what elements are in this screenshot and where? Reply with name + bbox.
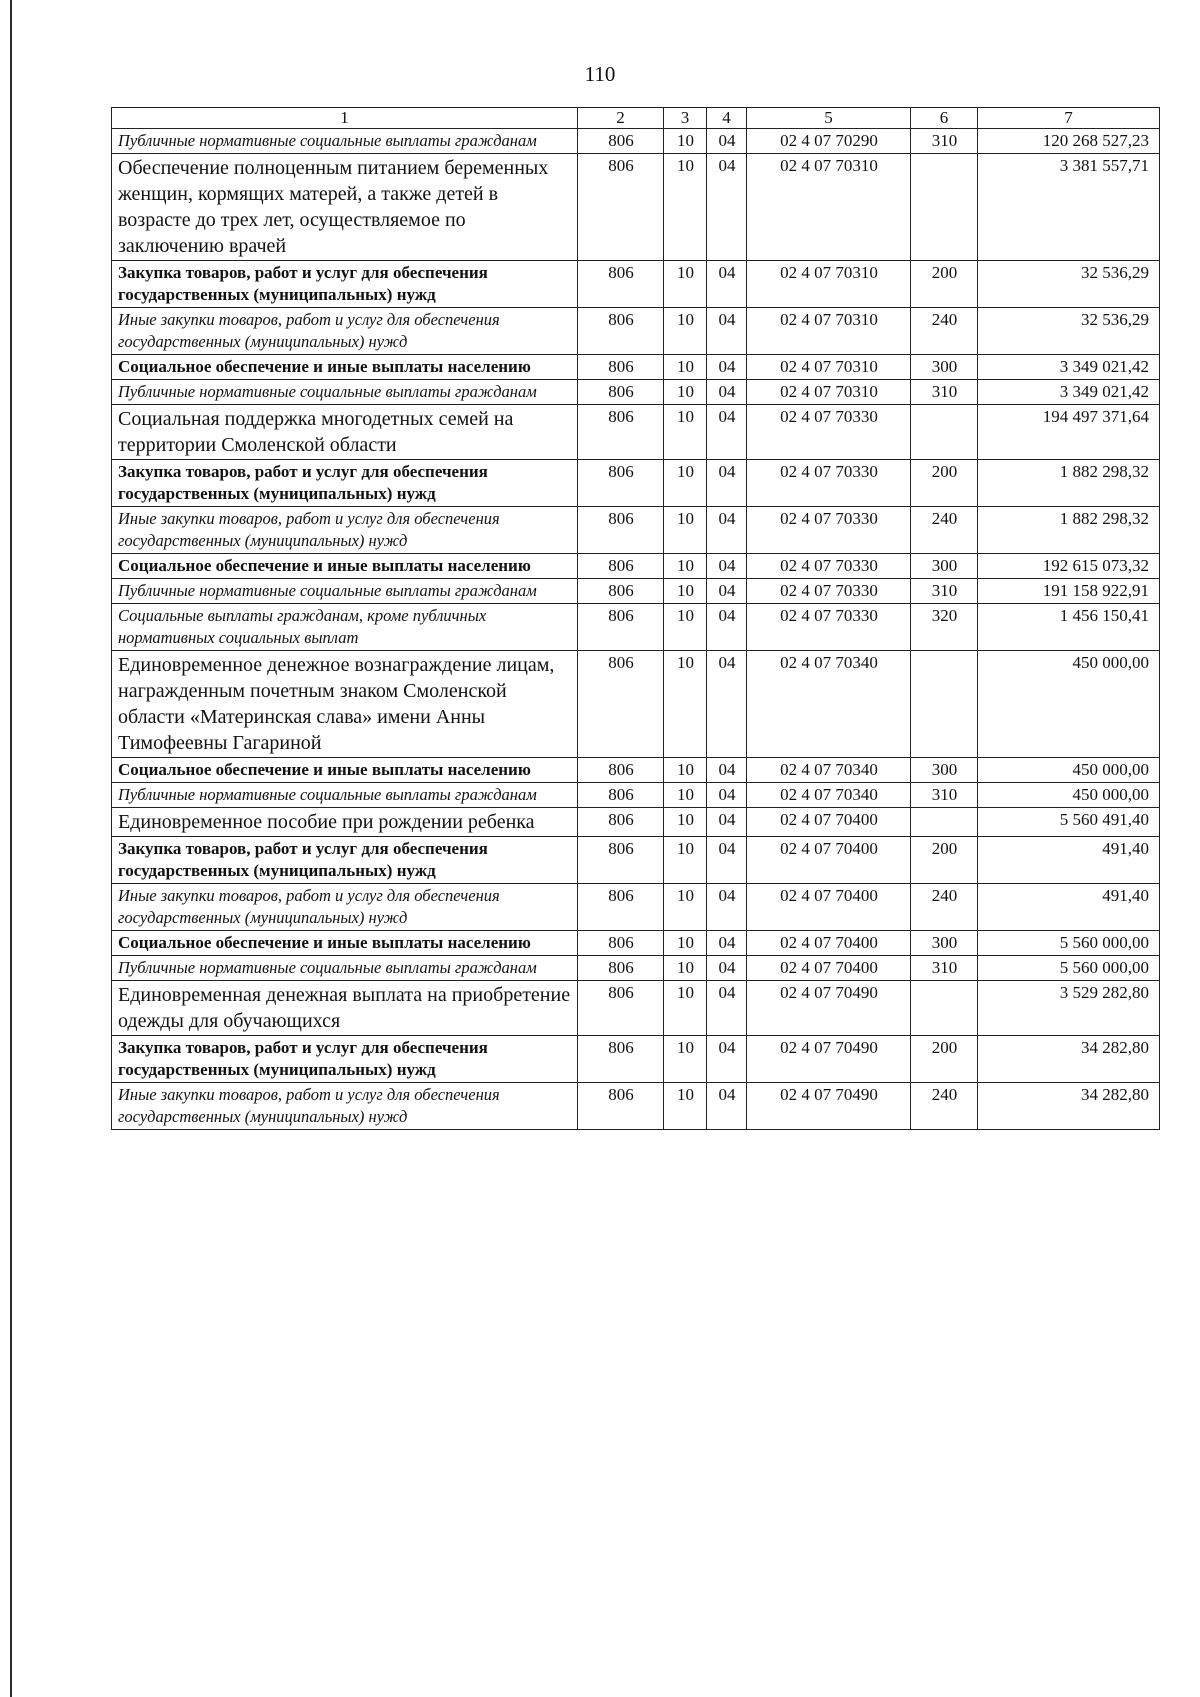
row-name-cell: Публичные нормативные социальные выплаты гражданам	[112, 129, 578, 154]
expense-type-cell: 300	[911, 758, 978, 783]
table-row	[112, 460, 1160, 507]
row-name-cell: Закупка товаров, работ и услуг для обеспечения государственных (муниципальных) нужд	[112, 460, 578, 507]
code-admin-cell: 806	[578, 308, 664, 355]
section-cell: 10	[664, 981, 707, 1036]
target-article-cell: 02 4 07 70290	[747, 129, 911, 154]
code-admin-cell: 806	[578, 783, 664, 808]
section-cell: 10	[664, 956, 707, 981]
target-article-cell: 02 4 07 70490	[747, 981, 911, 1036]
column-header: 4	[707, 108, 747, 129]
row-name-cell: Иные закупки товаров, работ и услуг для обеспечения государственных (муниципальных) нужд	[112, 507, 578, 554]
table-row	[112, 758, 1160, 783]
target-article-cell: 02 4 07 70400	[747, 808, 911, 837]
target-article-cell: 02 4 07 70310	[747, 380, 911, 405]
table-row	[112, 981, 1160, 1036]
table-row	[112, 1083, 1160, 1130]
subsection-cell: 04	[707, 931, 747, 956]
section-cell: 10	[664, 380, 707, 405]
code-admin-cell: 806	[578, 460, 664, 507]
amount-cell: 192 615 073,32	[978, 554, 1160, 579]
scan-edge-line	[10, 0, 12, 1697]
table-row	[112, 355, 1160, 380]
row-name-cell: Закупка товаров, работ и услуг для обеспечения государственных (муниципальных) нужд	[112, 1036, 578, 1083]
amount-cell: 491,40	[978, 884, 1160, 931]
code-admin-cell: 806	[578, 651, 664, 758]
target-article-cell: 02 4 07 70490	[747, 1036, 911, 1083]
expense-type-cell: 240	[911, 308, 978, 355]
row-name-cell: Социальные выплаты гражданам, кроме публичных нормативных социальных выплат	[112, 604, 578, 651]
table-row	[112, 651, 1160, 758]
amount-cell: 34 282,80	[978, 1036, 1160, 1083]
subsection-cell: 04	[707, 261, 747, 308]
row-name-cell: Социальное обеспечение и иные выплаты населению	[112, 554, 578, 579]
table-row	[112, 154, 1160, 261]
target-article-cell: 02 4 07 70330	[747, 460, 911, 507]
row-name-cell: Социальная поддержка многодетных семей на территории Смоленской области	[112, 405, 578, 460]
expense-type-cell: 310	[911, 956, 978, 981]
row-name-cell: Публичные нормативные социальные выплаты гражданам	[112, 380, 578, 405]
target-article-cell: 02 4 07 70490	[747, 1083, 911, 1130]
row-name-cell: Закупка товаров, работ и услуг для обеспечения государственных (муниципальных) нужд	[112, 261, 578, 308]
section-cell: 10	[664, 837, 707, 884]
table-row	[112, 837, 1160, 884]
row-name-cell: Обеспечение полноценным питанием беременных женщин, кормящих матерей, а также детей в возрасте до трех лет, осуществляемое по заключению врачей	[112, 154, 578, 261]
section-cell: 10	[664, 261, 707, 308]
amount-cell: 3 381 557,71	[978, 154, 1160, 261]
row-name-cell: Социальное обеспечение и иные выплаты населению	[112, 758, 578, 783]
code-admin-cell: 806	[578, 604, 664, 651]
table-row	[112, 405, 1160, 460]
table-row	[112, 956, 1160, 981]
amount-cell: 450 000,00	[978, 783, 1160, 808]
target-article-cell: 02 4 07 70330	[747, 554, 911, 579]
row-name-cell: Социальное обеспечение и иные выплаты населению	[112, 931, 578, 956]
table-row	[112, 261, 1160, 308]
row-name-cell: Единовременная денежная выплата на приобретение одежды для обучающихся	[112, 981, 578, 1036]
column-header: 7	[978, 108, 1160, 129]
section-cell: 10	[664, 308, 707, 355]
expense-type-cell: 320	[911, 604, 978, 651]
amount-cell: 3 529 282,80	[978, 981, 1160, 1036]
column-header: 3	[664, 108, 707, 129]
subsection-cell: 04	[707, 129, 747, 154]
expense-type-cell: 200	[911, 261, 978, 308]
code-admin-cell: 806	[578, 507, 664, 554]
section-cell: 10	[664, 460, 707, 507]
code-admin-cell: 806	[578, 758, 664, 783]
section-cell: 10	[664, 884, 707, 931]
table-row	[112, 604, 1160, 651]
column-header: 6	[911, 108, 978, 129]
amount-cell: 191 158 922,91	[978, 579, 1160, 604]
expense-type-cell: 300	[911, 355, 978, 380]
target-article-cell: 02 4 07 70330	[747, 579, 911, 604]
column-header: 5	[747, 108, 911, 129]
amount-cell: 1 882 298,32	[978, 507, 1160, 554]
table-row	[112, 308, 1160, 355]
target-article-cell: 02 4 07 70310	[747, 308, 911, 355]
amount-cell: 1 456 150,41	[978, 604, 1160, 651]
subsection-cell: 04	[707, 355, 747, 380]
amount-cell: 491,40	[978, 837, 1160, 884]
section-cell: 10	[664, 405, 707, 460]
section-cell: 10	[664, 931, 707, 956]
code-admin-cell: 806	[578, 1036, 664, 1083]
code-admin-cell: 806	[578, 554, 664, 579]
section-cell: 10	[664, 758, 707, 783]
section-cell: 10	[664, 355, 707, 380]
expense-type-cell	[911, 808, 978, 837]
code-admin-cell: 806	[578, 579, 664, 604]
target-article-cell: 02 4 07 70330	[747, 507, 911, 554]
row-name-cell: Публичные нормативные социальные выплаты гражданам	[112, 579, 578, 604]
target-article-cell: 02 4 07 70340	[747, 651, 911, 758]
expense-type-cell	[911, 651, 978, 758]
page-number: 110	[584, 62, 616, 86]
expense-type-cell: 310	[911, 380, 978, 405]
target-article-cell: 02 4 07 70400	[747, 884, 911, 931]
amount-cell: 3 349 021,42	[978, 380, 1160, 405]
code-admin-cell: 806	[578, 129, 664, 154]
subsection-cell: 04	[707, 507, 747, 554]
amount-cell: 120 268 527,23	[978, 129, 1160, 154]
table-row	[112, 380, 1160, 405]
subsection-cell: 04	[707, 956, 747, 981]
row-name-cell: Социальное обеспечение и иные выплаты населению	[112, 355, 578, 380]
section-cell: 10	[664, 154, 707, 261]
row-name-cell: Публичные нормативные социальные выплаты гражданам	[112, 956, 578, 981]
code-admin-cell: 806	[578, 405, 664, 460]
row-name-cell: Иные закупки товаров, работ и услуг для обеспечения государственных (муниципальных) нужд	[112, 1083, 578, 1130]
row-name-cell: Закупка товаров, работ и услуг для обеспечения государственных (муниципальных) нужд	[112, 837, 578, 884]
code-admin-cell: 806	[578, 380, 664, 405]
code-admin-cell: 806	[578, 981, 664, 1036]
subsection-cell: 04	[707, 981, 747, 1036]
expense-type-cell: 310	[911, 579, 978, 604]
row-name-cell: Иные закупки товаров, работ и услуг для обеспечения государственных (муниципальных) нужд	[112, 308, 578, 355]
target-article-cell: 02 4 07 70330	[747, 405, 911, 460]
code-admin-cell: 806	[578, 956, 664, 981]
target-article-cell: 02 4 07 70310	[747, 355, 911, 380]
subsection-cell: 04	[707, 808, 747, 837]
expense-type-cell: 240	[911, 1083, 978, 1130]
amount-cell: 5 560 000,00	[978, 931, 1160, 956]
subsection-cell: 04	[707, 651, 747, 758]
target-article-cell: 02 4 07 70310	[747, 261, 911, 308]
expense-type-cell	[911, 981, 978, 1036]
expense-type-cell: 310	[911, 129, 978, 154]
section-cell: 10	[664, 783, 707, 808]
expense-type-cell: 200	[911, 460, 978, 507]
table-row	[112, 129, 1160, 154]
row-name-cell: Иные закупки товаров, работ и услуг для обеспечения государственных (муниципальных) нужд	[112, 884, 578, 931]
subsection-cell: 04	[707, 1036, 747, 1083]
amount-cell: 3 349 021,42	[978, 355, 1160, 380]
column-header: 2	[578, 108, 664, 129]
section-cell: 10	[664, 1083, 707, 1130]
subsection-cell: 04	[707, 783, 747, 808]
column-header: 1	[112, 108, 578, 129]
code-admin-cell: 806	[578, 355, 664, 380]
section-cell: 10	[664, 1036, 707, 1083]
subsection-cell: 04	[707, 460, 747, 507]
target-article-cell: 02 4 07 70400	[747, 931, 911, 956]
section-cell: 10	[664, 604, 707, 651]
table-header-row	[112, 108, 1160, 129]
target-article-cell: 02 4 07 70340	[747, 758, 911, 783]
section-cell: 10	[664, 808, 707, 837]
subsection-cell: 04	[707, 154, 747, 261]
table-row	[112, 808, 1160, 837]
target-article-cell: 02 4 07 70400	[747, 837, 911, 884]
subsection-cell: 04	[707, 380, 747, 405]
table-row	[112, 579, 1160, 604]
subsection-cell: 04	[707, 554, 747, 579]
row-name-cell: Единовременное пособие при рождении ребенка	[112, 808, 578, 837]
subsection-cell: 04	[707, 837, 747, 884]
amount-cell: 1 882 298,32	[978, 460, 1160, 507]
table-row	[112, 554, 1160, 579]
expense-type-cell: 200	[911, 837, 978, 884]
table-row	[112, 884, 1160, 931]
row-name-cell: Единовременное денежное вознаграждение лицам, награжденным почетным знаком Смоленской области «Материнская слава» имени Анны Тимофеевны Гагариной	[112, 651, 578, 758]
table-row	[112, 931, 1160, 956]
target-article-cell: 02 4 07 70340	[747, 783, 911, 808]
subsection-cell: 04	[707, 604, 747, 651]
amount-cell: 34 282,80	[978, 1083, 1160, 1130]
target-article-cell: 02 4 07 70400	[747, 956, 911, 981]
amount-cell: 450 000,00	[978, 758, 1160, 783]
section-cell: 10	[664, 579, 707, 604]
expense-type-cell: 310	[911, 783, 978, 808]
expense-type-cell: 300	[911, 554, 978, 579]
subsection-cell: 04	[707, 308, 747, 355]
table-row	[112, 783, 1160, 808]
budget-table	[111, 107, 1160, 1130]
expense-type-cell: 200	[911, 1036, 978, 1083]
expense-type-cell: 300	[911, 931, 978, 956]
code-admin-cell: 806	[578, 808, 664, 837]
table-row	[112, 1036, 1160, 1083]
subsection-cell: 04	[707, 1083, 747, 1130]
section-cell: 10	[664, 651, 707, 758]
code-admin-cell: 806	[578, 1083, 664, 1130]
target-article-cell: 02 4 07 70330	[747, 604, 911, 651]
table-row	[112, 507, 1160, 554]
code-admin-cell: 806	[578, 931, 664, 956]
row-name-cell: Публичные нормативные социальные выплаты гражданам	[112, 783, 578, 808]
expense-type-cell: 240	[911, 507, 978, 554]
amount-cell: 450 000,00	[978, 651, 1160, 758]
code-admin-cell: 806	[578, 154, 664, 261]
section-cell: 10	[664, 129, 707, 154]
expense-type-cell	[911, 405, 978, 460]
amount-cell: 5 560 491,40	[978, 808, 1160, 837]
subsection-cell: 04	[707, 405, 747, 460]
amount-cell: 194 497 371,64	[978, 405, 1160, 460]
amount-cell: 5 560 000,00	[978, 956, 1160, 981]
section-cell: 10	[664, 554, 707, 579]
amount-cell: 32 536,29	[978, 261, 1160, 308]
subsection-cell: 04	[707, 758, 747, 783]
code-admin-cell: 806	[578, 884, 664, 931]
expense-type-cell	[911, 154, 978, 261]
subsection-cell: 04	[707, 579, 747, 604]
expense-type-cell: 240	[911, 884, 978, 931]
code-admin-cell: 806	[578, 261, 664, 308]
subsection-cell: 04	[707, 884, 747, 931]
section-cell: 10	[664, 507, 707, 554]
amount-cell: 32 536,29	[978, 308, 1160, 355]
code-admin-cell: 806	[578, 837, 664, 884]
target-article-cell: 02 4 07 70310	[747, 154, 911, 261]
